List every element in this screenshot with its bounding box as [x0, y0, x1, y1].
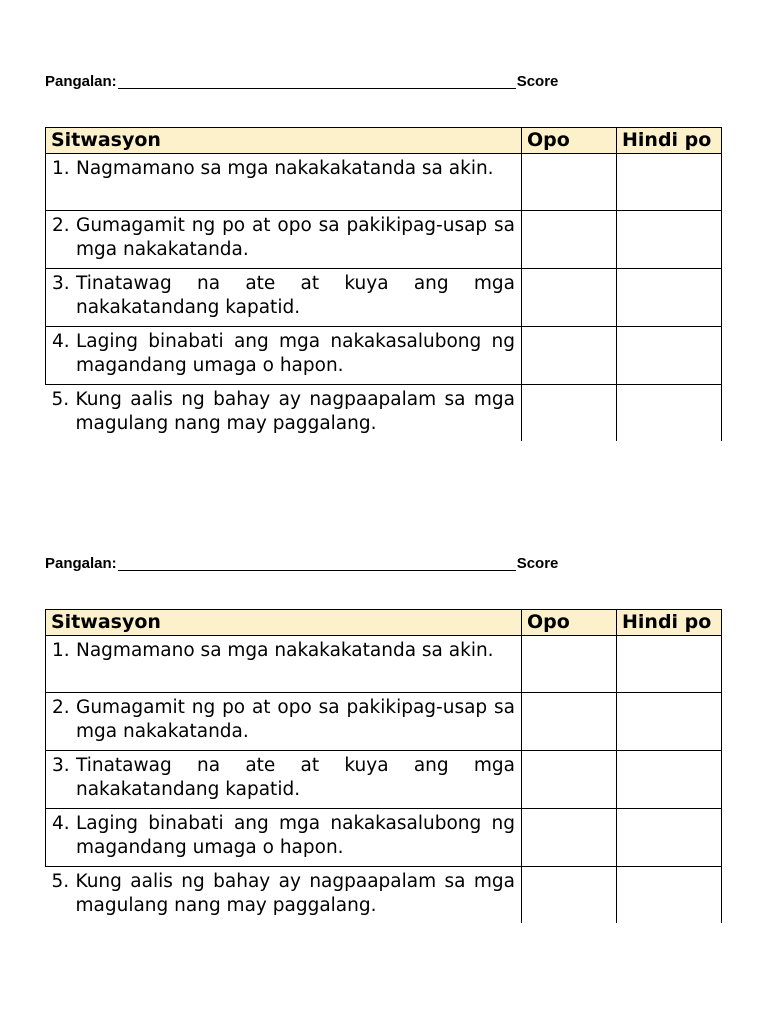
table-row	[46, 867, 722, 924]
table-row	[46, 154, 722, 211]
name-blank-line[interactable]	[118, 556, 516, 571]
hindi-po-answer-cell[interactable]	[617, 327, 722, 385]
item-text: Laging binabati ang mga nakakasalubong ng magandang umaga o hapon.	[76, 813, 515, 858]
table-row	[46, 211, 722, 269]
opo-answer-cell[interactable]	[522, 269, 617, 327]
item-number: 2.	[52, 697, 70, 718]
hindi-po-answer-cell[interactable]	[617, 867, 722, 924]
item-number: 1.	[52, 640, 70, 661]
header-opo: Opo	[522, 610, 617, 636]
hindi-po-answer-cell[interactable]	[617, 693, 722, 751]
item-number: 1.	[52, 158, 70, 179]
item-text: Gumagamit ng po at opo sa pakikipag-usap sa mga nakakatanda.	[76, 215, 515, 260]
hindi-po-answer-cell[interactable]	[617, 269, 722, 327]
item-text: Nagmamano sa mga nakakakatanda sa akin.	[76, 158, 494, 179]
score-label: Score	[516, 555, 559, 572]
opo-answer-cell[interactable]	[522, 693, 617, 751]
situation-cell	[46, 154, 522, 211]
name-label: Pangalan:	[45, 555, 117, 572]
hindi-po-answer-cell[interactable]	[617, 385, 722, 442]
situation-cell	[46, 211, 522, 269]
item-number: 5.	[51, 871, 70, 892]
item-number: 3.	[52, 273, 70, 294]
table-row	[46, 809, 722, 867]
opo-answer-cell[interactable]	[522, 154, 617, 211]
table-row	[46, 693, 722, 751]
situation-cell	[46, 693, 522, 751]
opo-answer-cell[interactable]	[522, 211, 617, 269]
situation-cell	[46, 385, 522, 442]
item-number: 5.	[51, 389, 70, 410]
item-number: 2.	[52, 215, 70, 236]
table-row	[46, 269, 722, 327]
table-row	[46, 636, 722, 693]
item-number: 4.	[52, 813, 70, 834]
name-blank-line[interactable]	[118, 74, 516, 89]
header-hindi-po: Hindi po	[617, 128, 722, 154]
item-number: 4.	[52, 331, 70, 352]
situation-table	[45, 127, 722, 441]
item-text: Tinatawag na ate at kuya ang mga nakakatandang kapatid.	[76, 755, 515, 800]
situation-cell	[46, 867, 522, 924]
situation-table	[45, 609, 722, 923]
situation-cell	[46, 636, 522, 693]
item-text: Kung aalis ng bahay ay nagpaapalam sa mga magulang nang may paggalang.	[75, 389, 515, 434]
item-number: 3.	[52, 755, 70, 776]
table-header-row	[46, 610, 722, 636]
opo-answer-cell[interactable]	[522, 867, 617, 924]
opo-answer-cell[interactable]	[522, 385, 617, 442]
item-text: Nagmamano sa mga nakakakatanda sa akin.	[76, 640, 494, 661]
header-hindi-po: Hindi po	[617, 610, 722, 636]
header-situation: Sitwasyon	[46, 128, 522, 154]
situation-cell	[46, 269, 522, 327]
table-row	[46, 385, 722, 442]
opo-answer-cell[interactable]	[522, 809, 617, 867]
hindi-po-answer-cell[interactable]	[617, 211, 722, 269]
hindi-po-answer-cell[interactable]	[617, 636, 722, 693]
header-situation: Sitwasyon	[46, 610, 522, 636]
hindi-po-answer-cell[interactable]	[617, 751, 722, 809]
header-opo: Opo	[522, 128, 617, 154]
table-row	[46, 327, 722, 385]
item-text: Laging binabati ang mga nakakasalubong ng magandang umaga o hapon.	[76, 331, 515, 376]
name-score-line	[45, 73, 558, 91]
table-row	[46, 751, 722, 809]
situation-cell	[46, 327, 522, 385]
item-text: Tinatawag na ate at kuya ang mga nakakatandang kapatid.	[76, 273, 515, 318]
item-text: Gumagamit ng po at opo sa pakikipag-usap sa mga nakakatanda.	[76, 697, 515, 742]
item-text: Kung aalis ng bahay ay nagpaapalam sa mga magulang nang may paggalang.	[75, 871, 515, 916]
opo-answer-cell[interactable]	[522, 327, 617, 385]
situation-cell	[46, 751, 522, 809]
hindi-po-answer-cell[interactable]	[617, 154, 722, 211]
hindi-po-answer-cell[interactable]	[617, 809, 722, 867]
name-label: Pangalan:	[45, 73, 117, 90]
situation-cell	[46, 809, 522, 867]
opo-answer-cell[interactable]	[522, 636, 617, 693]
opo-answer-cell[interactable]	[522, 751, 617, 809]
table-header-row	[46, 128, 722, 154]
name-score-line	[45, 555, 558, 573]
score-label: Score	[516, 73, 559, 90]
